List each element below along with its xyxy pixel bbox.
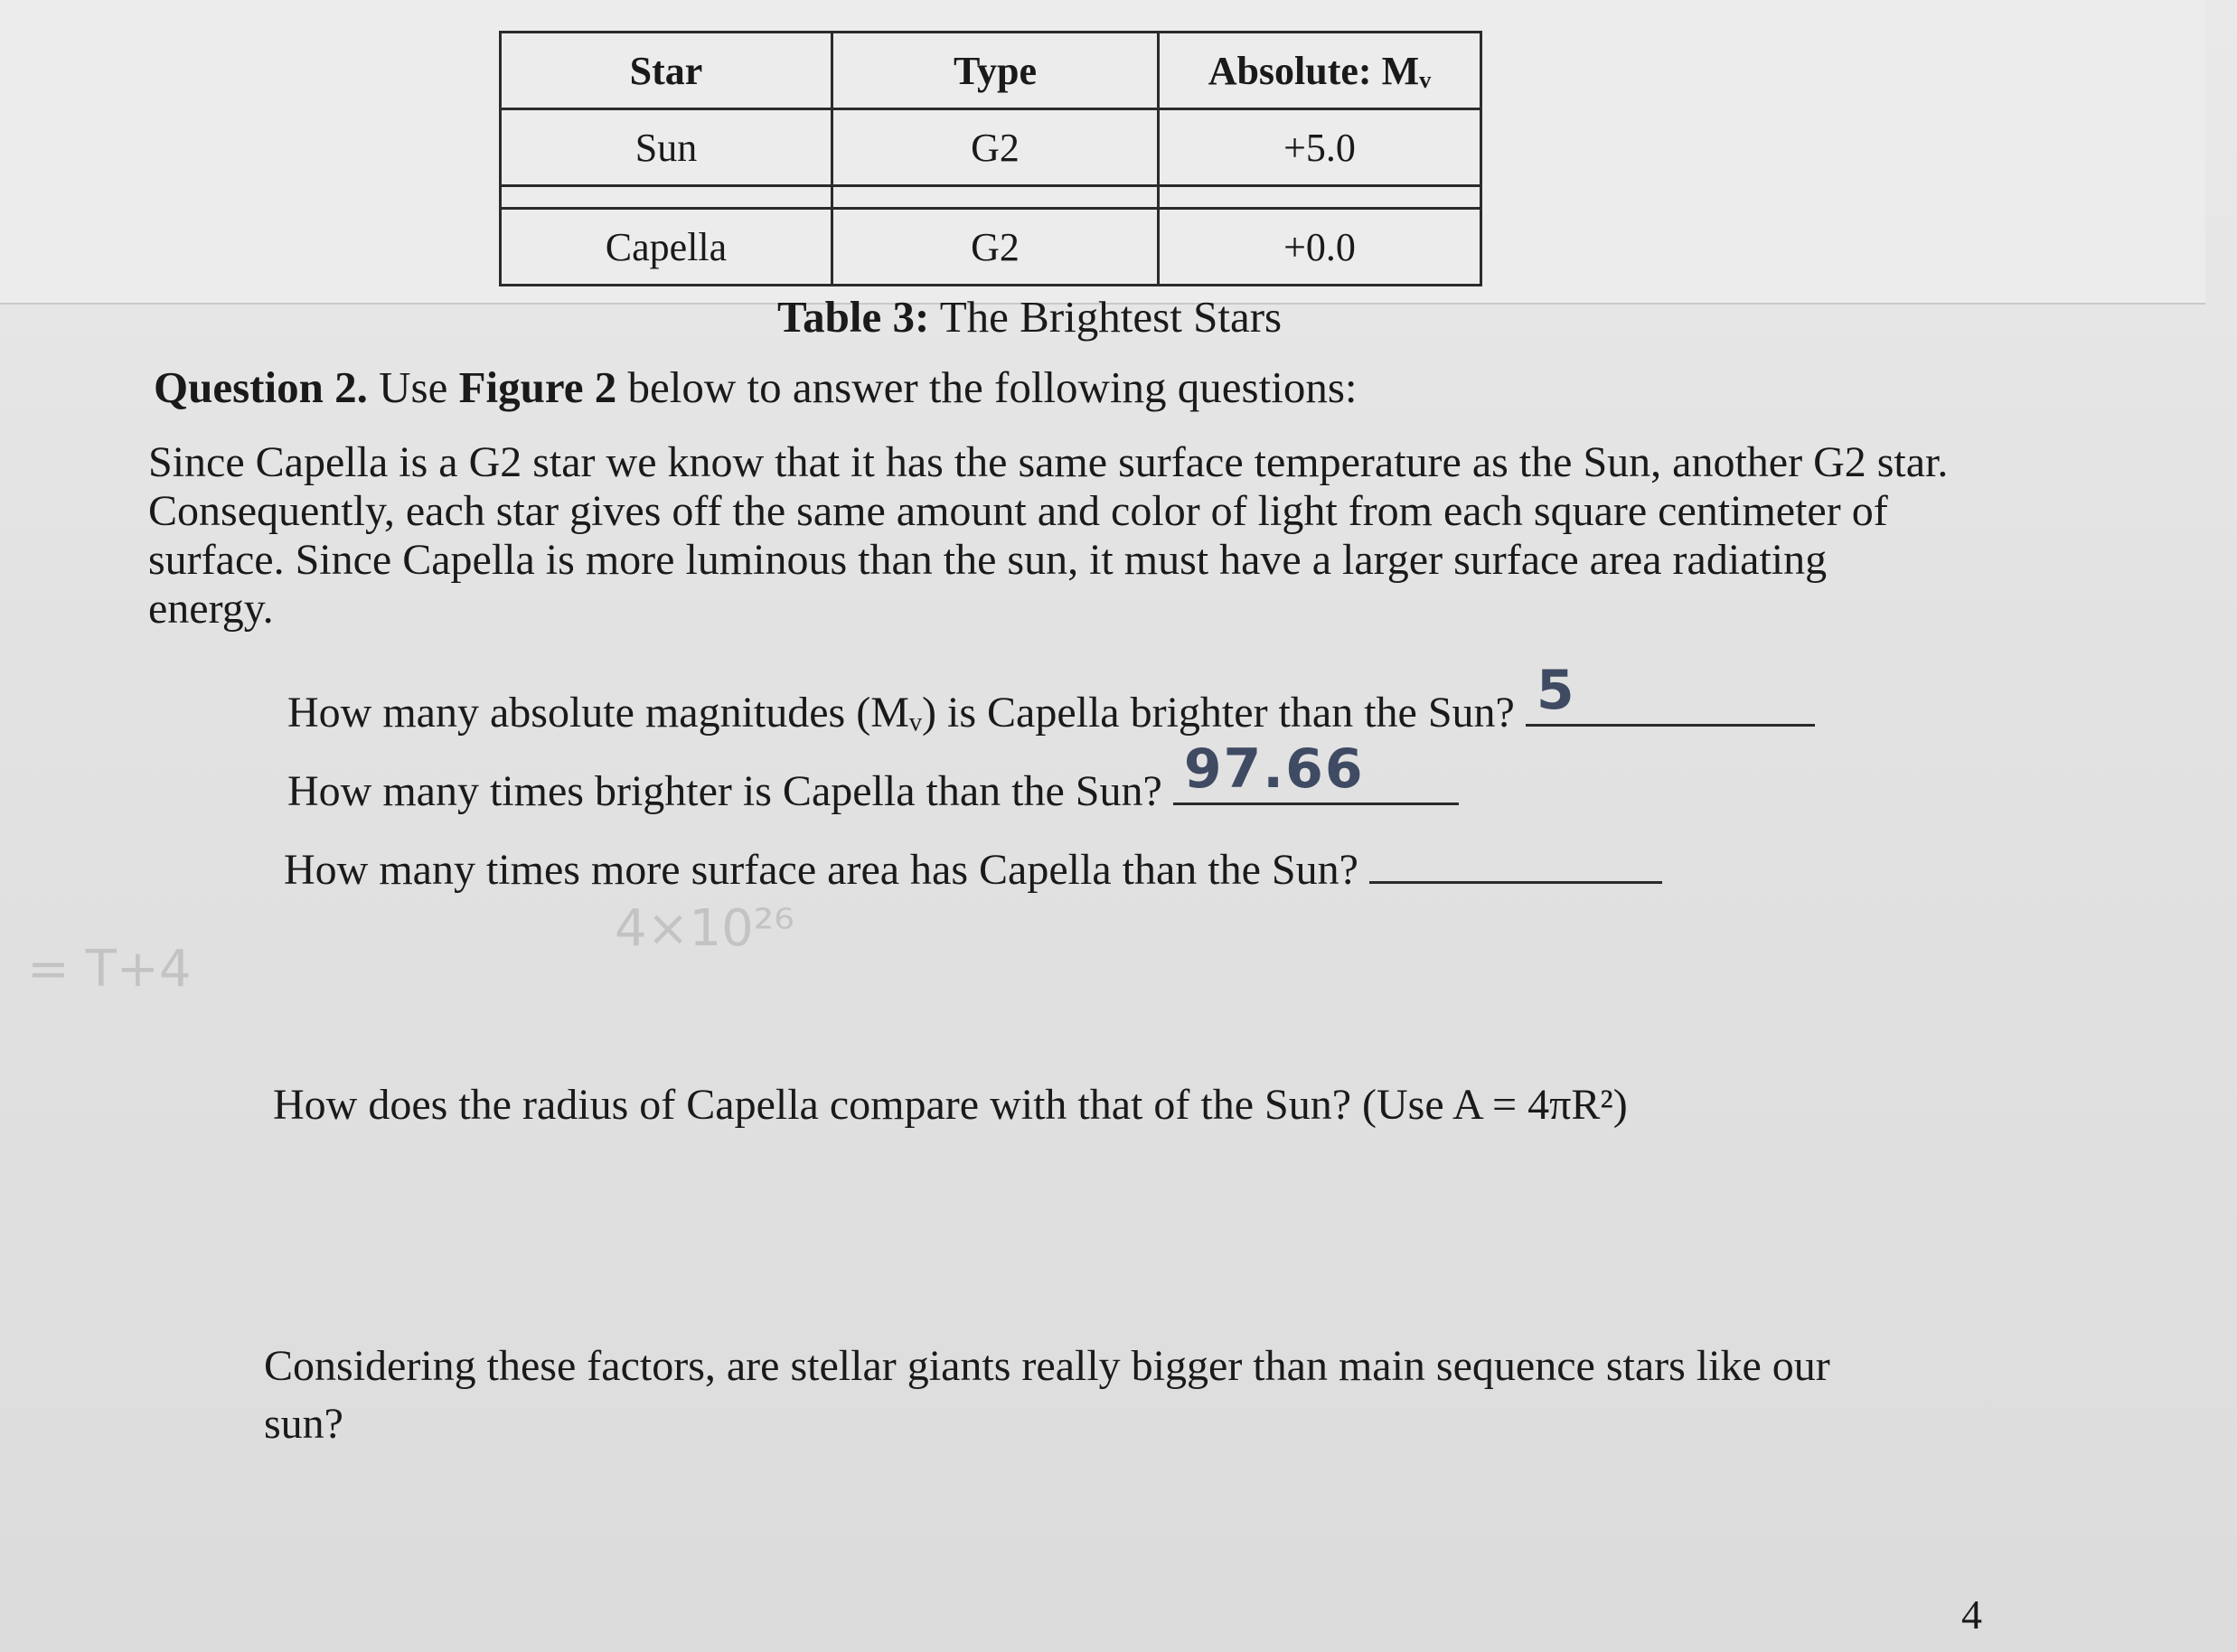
cell-type: G2 [832, 209, 1159, 286]
answer-blank[interactable] [1173, 737, 1459, 805]
table-caption [777, 291, 1282, 343]
table-row [501, 209, 1481, 286]
cell-type: G2 [832, 109, 1159, 186]
cell-magnitude: +0.0 [1159, 209, 1481, 286]
question-magnitudes [287, 659, 1815, 737]
question-text: How many times more surface area has Capella than the Sun? [284, 846, 1358, 894]
header-absolute-magnitude: Absolute: Mᵥ [1159, 33, 1481, 109]
header-star: Star [501, 33, 832, 109]
question-text: How many times brighter is Capella than the Sun? [287, 767, 1162, 815]
question-text: How many absolute magnitudes (Mᵥ) is Capella brighter than the Sun? [287, 689, 1515, 737]
page-number: 4 [1961, 1591, 1982, 1638]
cell-star: Capella [501, 209, 832, 286]
table-header-row [501, 33, 1481, 109]
answer-blank[interactable] [1526, 659, 1815, 727]
pencil-scribble: = T+4 [27, 940, 192, 999]
question-number: Question 2. [154, 362, 368, 412]
table-row [501, 109, 1481, 186]
caption-text: The Brightest Stars [939, 292, 1283, 342]
figure-reference: Figure 2 [458, 362, 617, 412]
handwritten-answer: 5 [1536, 659, 1576, 722]
hidden-row [501, 186, 1481, 209]
brightest-stars-table [499, 31, 1482, 286]
question-times-brighter [287, 737, 1459, 816]
cell-star: Sun [501, 109, 832, 186]
header-type: Type [832, 33, 1159, 109]
question-giants: Considering these factors, are stellar giants really bigger than main sequence stars like our sun? [264, 1342, 1830, 1448]
question-heading: Question 2. Use Figure 2 below to answer the following questions: [154, 362, 1358, 412]
pencil-scribble: 4×10²⁶ [615, 899, 794, 958]
question-surface-area [284, 840, 1662, 895]
question-radius: How does the radius of Capella compare with that of the Sun? (Use A = 4πR²) [273, 1081, 1628, 1129]
intro-paragraph: Since Capella is a G2 star we know that it has the same surface temperature as the Sun, another G2 star. Consequently, each star gives off the same amount and color of light from each square centimeter of surface. Since Capella is more luminous than the sun, it must have a larger surface area radiating energy. [148, 438, 1949, 633]
handwritten-answer: 97.66 [1183, 737, 1365, 801]
caption-label: Table 3: [777, 292, 930, 342]
cell-magnitude: +5.0 [1159, 109, 1481, 186]
answer-blank[interactable] [1369, 840, 1662, 884]
